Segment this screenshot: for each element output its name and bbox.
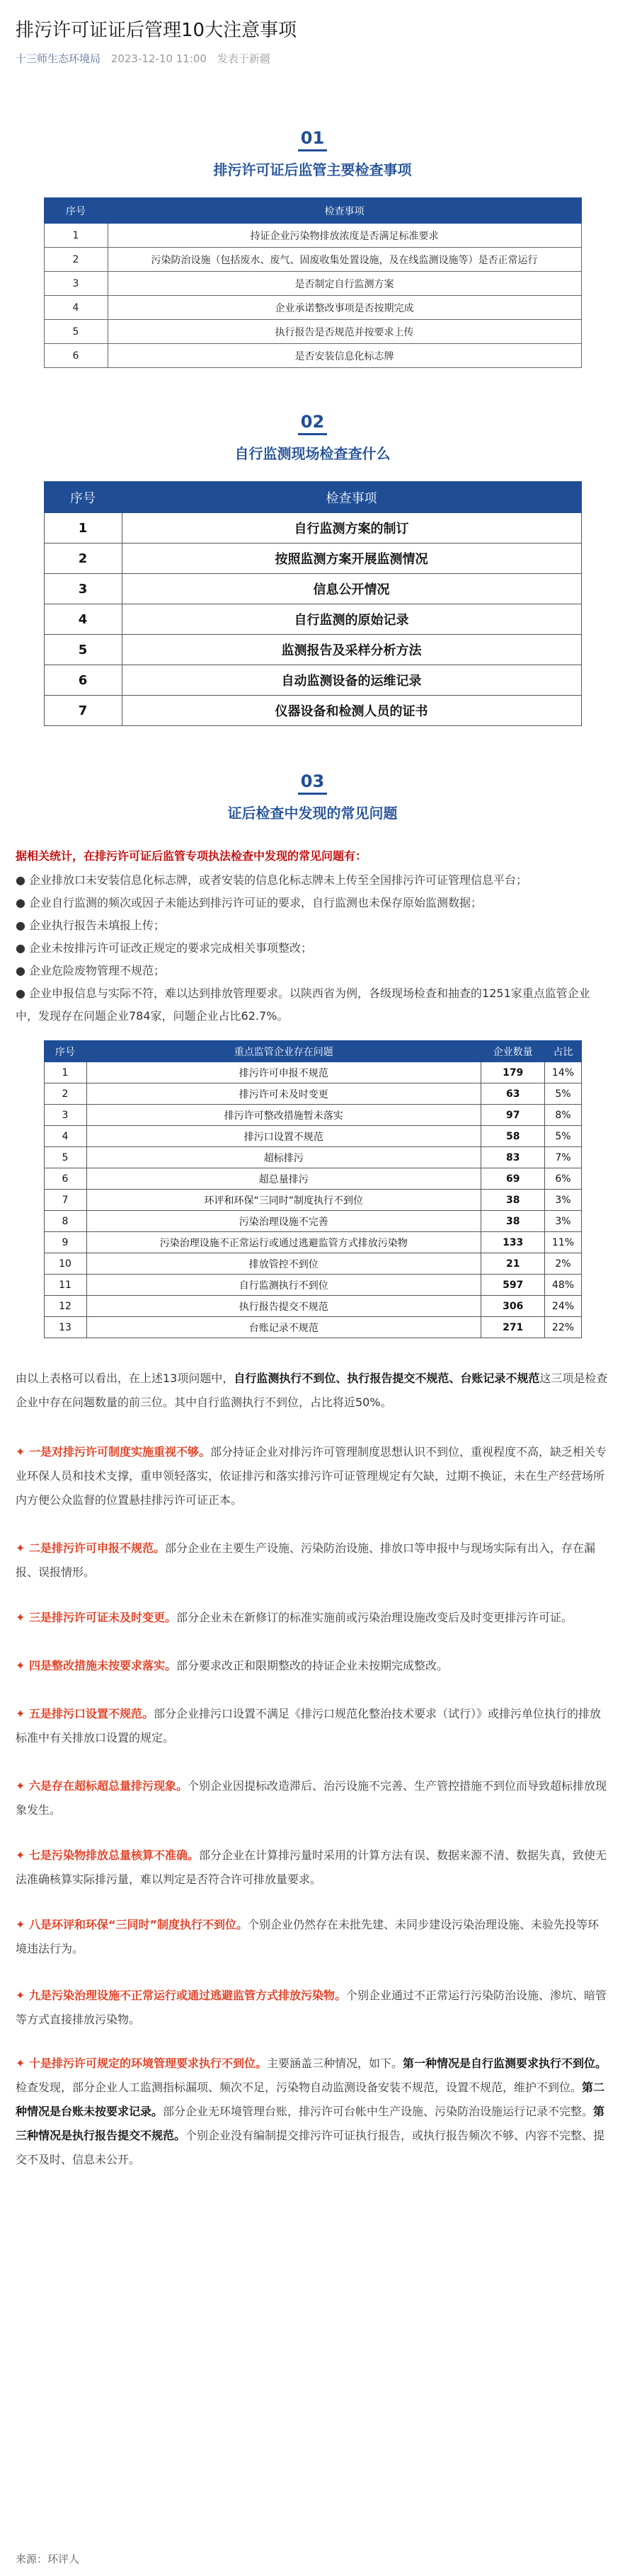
item-heading: ✦ 七是污染物排放总量核算不准确。 [16, 1848, 199, 1862]
row-number: 6 [44, 665, 122, 696]
table-row [44, 1062, 581, 1083]
row-share: 6% [545, 1168, 581, 1190]
row-problem: 污染治理设施不正常运行或通过逃避监管方式排放污染物 [86, 1232, 481, 1253]
problem-item-7 [16, 1844, 609, 1892]
row-share: 48% [545, 1275, 581, 1296]
row-share: 3% [545, 1211, 581, 1232]
item-text: 主要涵盖三种情况，如下。 [266, 2057, 403, 2070]
table-row [44, 665, 581, 696]
table-header: 占比 [545, 1041, 581, 1062]
row-count: 21 [481, 1253, 545, 1275]
item-highlight: 第二种情况是台账未按要求记录。 [16, 2081, 605, 2118]
row-number: 5 [44, 320, 108, 344]
row-count: 58 [481, 1126, 545, 1147]
section-2-number: 02 [298, 412, 327, 435]
item-text: 部分企业在主要生产设施、污染防治设施、排放口等申报中与现场实际有出入，存在漏报、误报情形。 [16, 1541, 595, 1579]
row-text: 监测报告及采样分析方法 [122, 635, 581, 665]
row-number: 7 [44, 1190, 86, 1211]
table-row [44, 272, 581, 296]
row-text: 是否制定自行监测方案 [108, 272, 581, 296]
item-text: 部分企业排污口设置不满足《排污口规范化整治技术要求（试行）》或排污单位执行的排放标准中有关排放口设置的规定。 [16, 1707, 601, 1744]
self-monitoring-table [44, 481, 582, 726]
row-number: 11 [44, 1275, 86, 1296]
table-row [44, 296, 581, 320]
section-2-title: 自行监测现场检查查什么 [234, 445, 391, 462]
table-row [44, 1275, 581, 1296]
row-share: 11% [545, 1232, 581, 1253]
table-row [44, 1083, 581, 1105]
row-number: 10 [44, 1253, 86, 1275]
item-text: 个别企业没有编制提交排污许可证执行报告，或执行报告频次不够、内容不完整、提交不及时、信息未公开。 [16, 2129, 605, 2166]
row-problem: 排污许可未及时变更 [86, 1083, 481, 1105]
problem-item-4 [16, 1654, 609, 1678]
item-heading: ✦ 八是环评和环保“三同时”制度执行不到位。 [16, 1918, 248, 1931]
row-count: 63 [481, 1083, 545, 1105]
table-row [44, 1126, 581, 1147]
problem-item-3 [16, 1606, 609, 1630]
row-number: 4 [44, 604, 122, 635]
table-row [44, 635, 581, 665]
row-number: 5 [44, 1147, 86, 1168]
row-count: 597 [481, 1275, 545, 1296]
row-number: 13 [44, 1317, 86, 1338]
item-text: 部分企业无环境管理台账，排污许可台帐中生产设施、污染防治设施运行记录不完整。 [163, 2105, 594, 2118]
table-row [44, 1147, 581, 1168]
row-number: 2 [44, 544, 122, 574]
item-heading: ✦ 一是对排污许可制度实施重视不够。 [16, 1445, 210, 1459]
row-number: 6 [44, 1168, 86, 1190]
table-row [44, 320, 581, 344]
row-count: 271 [481, 1317, 545, 1338]
table-header: 序号 [44, 482, 122, 513]
table-row [44, 1211, 581, 1232]
item-text: 个别企业因提标改造滞后、治污设施不完善、生产管控措施不到位而导致超标排放现象发生。 [16, 1779, 607, 1817]
row-count: 38 [481, 1190, 545, 1211]
table-row [44, 574, 581, 604]
stats-table-body [44, 1062, 581, 1338]
table-header: 重点监管企业存在问题 [86, 1041, 481, 1062]
row-number: 1 [44, 224, 108, 248]
row-share: 3% [545, 1190, 581, 1211]
row-count: 306 [481, 1296, 545, 1317]
table-header: 序号 [44, 198, 108, 224]
row-problem: 污染治理设施不完善 [86, 1211, 481, 1232]
table-row [44, 248, 581, 272]
row-share: 5% [545, 1083, 581, 1105]
summary-text: 由以上表格可以看出，在上述13项问题中， [16, 1372, 234, 1385]
item-highlight: 第三种情况是执行报告提交不规范。 [16, 2105, 605, 2142]
item-text: 部分持证企业对排污许可管理制度思想认识不到位，重视程度不高，缺乏相关专业环保人员和技术支撑，重申领轻落实，依证排污和落实排污许可证管理规定有欠缺，过期不换证，未在生产经营场所内方便公众监督的位置悬挂排污许可证正本。 [16, 1445, 607, 1507]
summary-paragraph [16, 1367, 609, 1415]
table-row [44, 1168, 581, 1190]
row-problem: 执行报告提交不规范 [86, 1296, 481, 1317]
problem-item-8 [16, 1913, 609, 1961]
row-problem: 超标排污 [86, 1147, 481, 1168]
section-2-heading [16, 412, 609, 463]
section-3-number: 03 [298, 771, 327, 795]
item-heading: ✦ 五是排污口设置不规范。 [16, 1707, 154, 1720]
table-row [44, 1190, 581, 1211]
row-count: 97 [481, 1105, 545, 1126]
row-text: 按照监测方案开展监测情况 [122, 544, 581, 574]
table-row [44, 1317, 581, 1338]
list-item: ● 企业未按排污许可证改正规定的要求完成相关事项整改； [16, 941, 313, 955]
table-header: 序号 [44, 1041, 86, 1062]
row-count: 133 [481, 1232, 545, 1253]
row-text: 是否安装信息化标志牌 [108, 344, 581, 368]
table-row [44, 224, 581, 248]
row-number: 5 [44, 635, 122, 665]
table-row [44, 1296, 581, 1317]
inspection-items-table [44, 197, 582, 368]
table-header: 检查事项 [108, 198, 581, 224]
problem-items [16, 1440, 609, 2032]
row-number: 2 [44, 1083, 86, 1105]
row-share: 14% [545, 1062, 581, 1083]
row-problem: 排污许可申报不规范 [86, 1062, 481, 1083]
item-highlight: 第一种情况是自行监测要求执行不到位。 [403, 2057, 607, 2070]
row-problem: 台账记录不规范 [86, 1317, 481, 1338]
row-number: 8 [44, 1211, 86, 1232]
section-1-number: 01 [298, 128, 327, 151]
section-3-title: 证后检查中发现的常见问题 [227, 805, 398, 822]
row-text: 执行报告是否规范并按要求上传 [108, 320, 581, 344]
row-share: 2% [545, 1253, 581, 1275]
table-row [44, 604, 581, 635]
findings-lead: 据相关统计，在排污许可证后监管专项执法检查中发现的常见问题有： [16, 849, 367, 863]
table-row [44, 1105, 581, 1126]
row-text: 自动监测设备的运维记录 [122, 665, 581, 696]
section-1-title: 排污许可证后监管主要检查事项 [213, 161, 412, 178]
row-number: 7 [44, 696, 122, 726]
row-text: 自行监测的原始记录 [122, 604, 581, 635]
row-number: 3 [44, 272, 108, 296]
item-heading: ✦ 十是排污许可规定的环境管理要求执行不到位。 [16, 2057, 267, 2070]
row-text: 企业承诺整改事项是否按期完成 [108, 296, 581, 320]
row-count: 179 [481, 1062, 545, 1083]
list-item: ● 企业执行报告未填报上传； [16, 919, 166, 932]
row-share: 24% [545, 1296, 581, 1317]
row-problem: 自行监测执行不到位 [86, 1275, 481, 1296]
row-number: 9 [44, 1232, 86, 1253]
item-text: 检查发现，部分企业人工监测指标漏项、频次不足，污染物自动监测设备安装不规范，设置不规范，维护不到位。 [16, 2081, 583, 2094]
problem-item-5 [16, 1702, 609, 1750]
table-row [44, 1232, 581, 1253]
list-item: ● 企业自行监测的频次或因子未能达到排污许可证的要求，自行监测也未保存原始监测数据； [16, 896, 483, 909]
item-text: 个别企业仍然存在未批先建、未同步建设污染治理设施、未验先投等环境违法行为。 [16, 1918, 600, 1955]
item-text: 部分企业在计算排污量时采用的计算方法有误、数据来源不清、数据失真，致使无法准确核算实际排污量，难以判定是否符合许可排放量要求。 [16, 1848, 607, 1886]
item-heading: ✦ 九是污染治理设施不正常运行或通过逃避监管方式排放污染物。 [16, 1989, 346, 2002]
problem-item-9 [16, 1984, 609, 2032]
table-row [44, 696, 581, 726]
row-text: 污染防治设施（包括废水、废气、固废收集处置设施，及在线监测设施等）是否正常运行 [108, 248, 581, 272]
section-1-heading [16, 128, 609, 179]
row-number: 1 [44, 513, 122, 544]
problem-statistics-table [44, 1040, 582, 1338]
table-row [44, 344, 581, 368]
row-number: 6 [44, 344, 108, 368]
row-problem: 排污口设置不规范 [86, 1126, 481, 1147]
row-number: 3 [44, 1105, 86, 1126]
findings-list [16, 869, 609, 1028]
summary-highlight: 自行监测执行不到位、执行报告提交不规范、台账记录不规范 [234, 1372, 540, 1385]
item-text: 部分企业未在新修订的标准实施前或污染治理设施改变后及时变更排污许可证。 [176, 1611, 573, 1624]
row-number: 4 [44, 1126, 86, 1147]
row-text: 仪器设备和检测人员的证书 [122, 696, 581, 726]
problem-item-1 [16, 1440, 609, 1512]
row-share: 7% [545, 1147, 581, 1168]
table-row [44, 1253, 581, 1275]
item-text: 部分要求改正和限期整改的持证企业未按期完成整改。 [176, 1659, 448, 1672]
row-count: 38 [481, 1211, 545, 1232]
problem-item-10 [16, 2052, 609, 2172]
row-problem: 超总量排污 [86, 1168, 481, 1190]
row-share: 22% [545, 1317, 581, 1338]
row-number: 1 [44, 1062, 86, 1083]
row-count: 83 [481, 1147, 545, 1168]
row-text: 自行监测方案的制订 [122, 513, 581, 544]
item-heading: ✦ 二是排污许可申报不规范。 [16, 1541, 165, 1555]
item-heading: ✦ 三是排污许可证未及时变更。 [16, 1611, 176, 1624]
row-share: 8% [545, 1105, 581, 1126]
row-number: 2 [44, 248, 108, 272]
article-title: 排污许可证证后管理10大注意事项 [16, 20, 297, 41]
table-header: 检查事项 [122, 482, 581, 513]
publish-location: 发表于新疆 [217, 52, 270, 65]
item-heading: ✦ 四是整改措施未按要求落实。 [16, 1659, 176, 1672]
list-item: ● 企业排放口未安装信息化标志牌，或者安装的信息化标志牌未上传至全国排污许可证管理信息平台； [16, 873, 528, 887]
item-text: 个别企业通过不正常运行污染防治设施、渗坑、暗管等方式直接排放污染物。 [16, 1989, 607, 2026]
list-item: ● 企业申报信息与实际不符，难以达到排放管理要求。以陕西省为例，各级现场检查和抽查的1251家重点监管企业中，发现存在问题企业784家，问题企业占比62.7%。 [16, 987, 590, 1023]
row-count: 69 [481, 1168, 545, 1190]
item-heading: ✦ 六是存在超标超总量排污现象。 [16, 1779, 188, 1793]
row-share: 5% [545, 1126, 581, 1147]
problem-item-6 [16, 1774, 609, 1822]
row-problem: 排污许可整改措施暂未落实 [86, 1105, 481, 1126]
row-problem: 环评和环保“三同时”制度执行不到位 [86, 1190, 481, 1211]
table-row [44, 513, 581, 544]
row-text: 信息公开情况 [122, 574, 581, 604]
row-number: 12 [44, 1296, 86, 1317]
summary-text: 这三项是检查企业中存在问题数量的前三位。其中自行监测执行不到位，占比将近50%。 [16, 1372, 608, 1409]
problem-item-2 [16, 1536, 609, 1585]
row-number: 3 [44, 574, 122, 604]
list-item: ● 企业危险废物管理不规范； [16, 964, 166, 977]
table-header: 企业数量 [481, 1041, 545, 1062]
row-number: 4 [44, 296, 108, 320]
author-link[interactable]: 十三师生态环境局 [16, 52, 101, 65]
row-problem: 排放管控不到位 [86, 1253, 481, 1275]
row-text: 持证企业污染物排放浓度是否满足标准要求 [108, 224, 581, 248]
publish-date: 2023-12-10 11:00 [110, 52, 207, 65]
source-note: 来源：环评人 [16, 2553, 80, 2565]
table-row [44, 544, 581, 574]
section-3-heading [16, 771, 609, 822]
article-meta [16, 51, 609, 66]
